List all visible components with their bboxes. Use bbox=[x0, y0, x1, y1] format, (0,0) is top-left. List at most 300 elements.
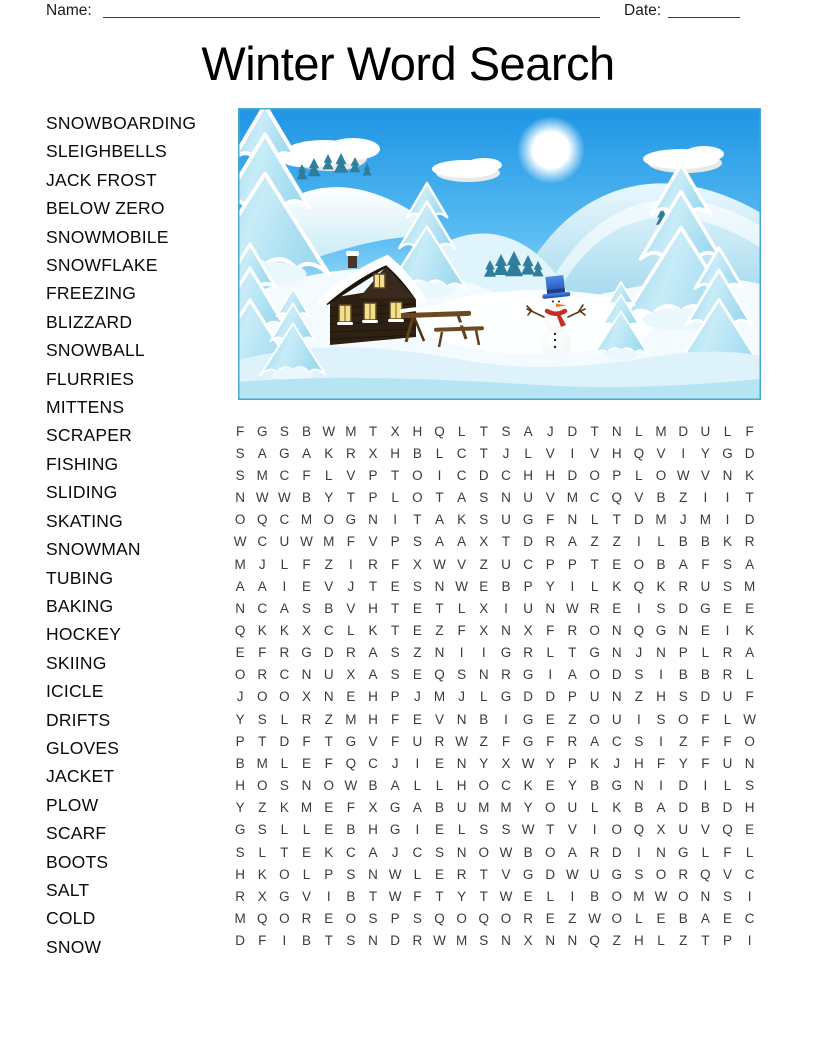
grid-letter: N bbox=[456, 711, 467, 727]
grid-letter: Z bbox=[568, 711, 577, 727]
grid-letter: D bbox=[678, 800, 689, 816]
grid-letter: C bbox=[744, 911, 755, 927]
grid-letter: C bbox=[257, 600, 268, 616]
grid-letter: V bbox=[346, 467, 356, 483]
grid-letter: R bbox=[257, 667, 268, 683]
grid-letter: R bbox=[434, 733, 445, 749]
grid-letter: I bbox=[659, 778, 663, 794]
grid-letter: O bbox=[677, 888, 689, 904]
grid-letter: L bbox=[413, 778, 422, 794]
grid-letter: E bbox=[324, 911, 334, 927]
grid-letter: B bbox=[302, 423, 312, 439]
grid-letter: F bbox=[546, 622, 555, 638]
grid-letter: Q bbox=[434, 911, 445, 927]
grid-letter: G bbox=[256, 423, 268, 439]
grid-letter: Z bbox=[612, 933, 621, 949]
grid-letter: Q bbox=[633, 445, 645, 461]
grid-letter: A bbox=[279, 600, 289, 616]
grid-letter: T bbox=[324, 933, 333, 949]
grid-letter: O bbox=[256, 689, 268, 705]
grid-letter: M bbox=[345, 423, 357, 439]
grid-letter: V bbox=[434, 711, 444, 727]
grid-letter: C bbox=[611, 733, 622, 749]
grid-letter: H bbox=[235, 866, 245, 882]
grid-letter: N bbox=[722, 467, 733, 483]
grid-letter: O bbox=[323, 512, 334, 528]
grid-letter: O bbox=[744, 733, 755, 749]
grid-letter: S bbox=[390, 645, 400, 661]
grid-letter: X bbox=[346, 667, 356, 683]
grid-letter: R bbox=[412, 933, 423, 949]
grid-letter: K bbox=[368, 622, 378, 638]
grid-letter: X bbox=[479, 534, 489, 550]
grid-letter: V bbox=[723, 866, 733, 882]
word-list-item: SLIDING bbox=[46, 482, 118, 503]
grid-letter: W bbox=[322, 423, 336, 439]
grid-letter: I bbox=[747, 933, 752, 949]
grid-letter: Y bbox=[235, 800, 245, 816]
word-list-item: MITTENS bbox=[46, 397, 125, 418]
grid-letter: N bbox=[456, 844, 467, 860]
grid-letter: O bbox=[589, 467, 600, 483]
grid-letter: N bbox=[434, 578, 445, 594]
grid-letter: G bbox=[522, 512, 534, 528]
grid-letter: I bbox=[459, 645, 464, 661]
grid-letter: W bbox=[433, 556, 446, 572]
grid-letter: V bbox=[634, 490, 644, 506]
grid-letter: L bbox=[258, 844, 266, 860]
grid-letter: N bbox=[611, 622, 622, 638]
grid-letter: Z bbox=[679, 933, 688, 949]
grid-letter: L bbox=[590, 800, 599, 816]
grid-letter: T bbox=[324, 733, 333, 749]
date-input-line[interactable] bbox=[668, 17, 740, 18]
grid-letter: N bbox=[611, 423, 622, 439]
grid-letter: O bbox=[279, 866, 290, 882]
grid-letter: I bbox=[504, 600, 508, 616]
grid-letter: O bbox=[655, 467, 667, 483]
grid-letter: L bbox=[657, 534, 665, 550]
grid-letter: S bbox=[346, 933, 356, 949]
grid-letter: B bbox=[479, 711, 489, 727]
grid-letter: V bbox=[700, 467, 710, 483]
grid-letter: J bbox=[546, 423, 554, 439]
grid-letter: I bbox=[415, 755, 420, 771]
grid-letter: K bbox=[590, 755, 600, 771]
word-list-item: TUBING bbox=[46, 567, 114, 588]
grid-letter: N bbox=[301, 667, 312, 683]
grid-letter: Y bbox=[324, 490, 334, 506]
grid-letter: L bbox=[590, 578, 599, 594]
grid-letter: N bbox=[368, 512, 378, 528]
grid-letter: M bbox=[256, 467, 268, 483]
grid-letter: T bbox=[368, 888, 378, 904]
grid-letter: I bbox=[659, 667, 663, 683]
grid-letter: K bbox=[324, 844, 334, 860]
grid-letter: T bbox=[435, 490, 444, 506]
grid-letter: Y bbox=[678, 755, 688, 771]
grid-letter: D bbox=[634, 512, 644, 528]
grid-letter: L bbox=[701, 645, 710, 661]
grid-letter: T bbox=[479, 866, 488, 882]
word-list-item: FREEZING bbox=[46, 283, 137, 304]
grid-letter: I bbox=[415, 822, 420, 838]
grid-letter: R bbox=[567, 622, 578, 638]
grid-letter: H bbox=[611, 445, 622, 461]
grid-letter: D bbox=[611, 667, 622, 683]
grid-letter: Z bbox=[258, 800, 267, 816]
grid-letter: H bbox=[368, 689, 378, 705]
grid-letter: L bbox=[435, 778, 444, 794]
grid-letter: T bbox=[435, 888, 444, 904]
grid-letter: E bbox=[434, 822, 444, 838]
grid-letter: A bbox=[235, 578, 245, 594]
winter-scene-illustration bbox=[238, 108, 761, 400]
grid-letter: H bbox=[634, 933, 644, 949]
grid-letter: S bbox=[412, 911, 422, 927]
grid-letter: W bbox=[278, 490, 291, 506]
grid-letter: D bbox=[545, 866, 556, 882]
grid-letter: P bbox=[390, 534, 400, 550]
grid-letter: I bbox=[725, 622, 730, 638]
grid-letter: C bbox=[501, 467, 511, 483]
grid-letter: I bbox=[637, 600, 641, 616]
grid-letter: U bbox=[323, 667, 334, 683]
grid-letter: D bbox=[279, 733, 290, 749]
grid-letter: L bbox=[302, 866, 311, 882]
grid-letter: A bbox=[302, 445, 312, 461]
grid-letter: E bbox=[434, 755, 444, 771]
grid-letter: N bbox=[368, 866, 378, 882]
grid-letter: K bbox=[324, 445, 334, 461]
grid-letter: G bbox=[611, 778, 622, 794]
grid-letter: S bbox=[434, 844, 444, 860]
word-list-item: BAKING bbox=[46, 595, 114, 616]
grid-letter: H bbox=[545, 467, 556, 483]
grid-letter: T bbox=[745, 490, 754, 506]
grid-letter: S bbox=[479, 822, 489, 838]
grid-letter: G bbox=[677, 844, 689, 860]
grid-letter: L bbox=[723, 778, 732, 794]
grid-letter: G bbox=[345, 512, 357, 528]
grid-letter: P bbox=[567, 689, 577, 705]
grid-letter: A bbox=[257, 578, 267, 594]
grid-letter: O bbox=[655, 866, 667, 882]
grid-letter: S bbox=[723, 578, 733, 594]
grid-letter: O bbox=[323, 778, 334, 794]
grid-letter: C bbox=[368, 755, 378, 771]
grid-letter: F bbox=[391, 711, 400, 727]
grid-letter: O bbox=[412, 490, 423, 506]
grid-letter: D bbox=[722, 800, 733, 816]
grid-letter: E bbox=[545, 911, 555, 927]
grid-letter: T bbox=[701, 933, 710, 949]
grid-letter: M bbox=[300, 512, 313, 528]
grid-letter: I bbox=[747, 888, 752, 904]
grid-letter: S bbox=[257, 711, 267, 727]
grid-letter: O bbox=[279, 689, 290, 705]
grid-letter: N bbox=[434, 645, 445, 661]
grid-letter: A bbox=[457, 534, 467, 550]
grid-letter: F bbox=[546, 733, 555, 749]
grid-letter: F bbox=[457, 622, 466, 638]
grid-letter: U bbox=[412, 733, 423, 749]
grid-letter: G bbox=[522, 866, 534, 882]
grid-letter: Y bbox=[235, 711, 245, 727]
grid-letter: I bbox=[703, 490, 708, 506]
grid-letter: M bbox=[566, 490, 579, 506]
grid-letter: I bbox=[570, 578, 575, 594]
grid-letter: E bbox=[523, 888, 533, 904]
grid-letter: L bbox=[723, 711, 732, 727]
word-list-item: HOCKEY bbox=[46, 624, 122, 645]
grid-letter: T bbox=[391, 600, 400, 616]
grid-letter: C bbox=[523, 556, 533, 572]
grid-letter: T bbox=[413, 512, 422, 528]
moon-icon bbox=[517, 116, 585, 184]
grid-letter: W bbox=[255, 490, 269, 506]
grid-letter: L bbox=[280, 755, 289, 771]
page-title: Winter Word Search bbox=[201, 37, 615, 90]
grid-letter: S bbox=[279, 778, 289, 794]
grid-letter: Q bbox=[434, 667, 445, 683]
grid-letter: C bbox=[412, 844, 423, 860]
grid-letter: N bbox=[501, 933, 511, 949]
grid-letter: K bbox=[523, 778, 533, 794]
grid-letter: P bbox=[678, 645, 688, 661]
grid-letter: Z bbox=[679, 733, 688, 749]
grid-letter: R bbox=[456, 866, 467, 882]
grid-letter: L bbox=[280, 711, 289, 727]
grid-letter: G bbox=[589, 645, 600, 661]
grid-letter: Y bbox=[545, 755, 555, 771]
grid-letter: T bbox=[435, 600, 444, 616]
grid-letter: H bbox=[412, 423, 423, 439]
word-list-item: COLD bbox=[46, 908, 96, 929]
grid-letter: L bbox=[524, 445, 532, 461]
grid-letter: F bbox=[258, 645, 267, 661]
grid-letter: N bbox=[744, 755, 755, 771]
grid-letter: L bbox=[391, 490, 399, 506]
grid-letter: M bbox=[456, 933, 468, 949]
grid-letter: G bbox=[279, 445, 290, 461]
grid-letter: B bbox=[346, 822, 356, 838]
grid-letter: P bbox=[723, 933, 733, 949]
grid-letter: A bbox=[523, 423, 533, 439]
grid-letter: D bbox=[523, 689, 533, 705]
grid-letter: C bbox=[589, 490, 600, 506]
grid-letter: N bbox=[634, 778, 644, 794]
grid-letter: Z bbox=[612, 534, 621, 550]
grid-letter: H bbox=[523, 467, 533, 483]
grid-letter: R bbox=[589, 600, 600, 616]
grid-letter: E bbox=[723, 911, 733, 927]
grid-letter: M bbox=[500, 800, 512, 816]
grid-letter: J bbox=[391, 844, 399, 860]
grid-letter: E bbox=[700, 622, 710, 638]
grid-letter: D bbox=[390, 933, 401, 949]
grid-letter: I bbox=[570, 888, 575, 904]
grid-letter: O bbox=[279, 911, 290, 927]
word-list-item: ICICLE bbox=[46, 681, 104, 702]
word-list-item: SNOWMOBILE bbox=[46, 226, 169, 247]
grid-letter: D bbox=[678, 600, 689, 616]
grid-letter: S bbox=[479, 512, 489, 528]
grid-letter: S bbox=[390, 667, 400, 683]
grid-letter: L bbox=[590, 512, 599, 528]
grid-letter: P bbox=[567, 556, 577, 572]
grid-letter: N bbox=[501, 490, 511, 506]
grid-letter: A bbox=[678, 556, 688, 572]
grid-letter: S bbox=[302, 600, 312, 616]
grid-letter: W bbox=[344, 778, 358, 794]
grid-letter: U bbox=[700, 423, 711, 439]
grid-letter: P bbox=[612, 467, 622, 483]
grid-letter: D bbox=[567, 467, 578, 483]
grid-letter: T bbox=[368, 423, 378, 439]
grid-letter: M bbox=[744, 578, 756, 594]
grid-letter: M bbox=[256, 755, 268, 771]
grid-letter: R bbox=[235, 888, 245, 904]
grid-letter: W bbox=[388, 888, 402, 904]
grid-letter: U bbox=[611, 711, 622, 727]
grid-letter: F bbox=[745, 423, 754, 439]
grid-letter: Y bbox=[457, 888, 467, 904]
grid-letter: J bbox=[236, 689, 244, 705]
grid-letter: D bbox=[235, 933, 245, 949]
grid-letter: N bbox=[545, 933, 556, 949]
letter-grid bbox=[229, 420, 761, 952]
grid-letter: S bbox=[235, 844, 245, 860]
grid-letter: H bbox=[744, 800, 755, 816]
grid-letter: N bbox=[545, 600, 556, 616]
grid-letter: Y bbox=[567, 778, 577, 794]
grid-letter: E bbox=[656, 911, 666, 927]
grid-letter: N bbox=[301, 778, 312, 794]
grid-letter: F bbox=[546, 512, 555, 528]
grid-letter: Z bbox=[324, 556, 333, 572]
grid-letter: M bbox=[234, 556, 246, 572]
grid-letter: B bbox=[368, 778, 378, 794]
grid-letter: V bbox=[368, 534, 378, 550]
grid-letter: S bbox=[412, 578, 422, 594]
grid-letter: W bbox=[566, 866, 579, 882]
grid-letter: A bbox=[567, 844, 577, 860]
grid-letter: E bbox=[235, 645, 245, 661]
word-list-item: SKIING bbox=[46, 652, 107, 673]
name-label: Name: bbox=[46, 2, 92, 19]
grid-letter: V bbox=[501, 866, 511, 882]
grid-letter: J bbox=[391, 755, 399, 771]
grid-letter: F bbox=[701, 733, 710, 749]
grid-letter: Q bbox=[234, 622, 246, 638]
grid-letter: L bbox=[480, 689, 488, 705]
grid-letter: O bbox=[478, 778, 490, 794]
grid-letter: W bbox=[300, 534, 313, 550]
grid-letter: C bbox=[345, 844, 356, 860]
grid-letter: B bbox=[235, 755, 245, 771]
grid-letter: Y bbox=[479, 755, 489, 771]
grid-letter: A bbox=[368, 844, 378, 860]
grid-letter: G bbox=[722, 445, 733, 461]
grid-letter: R bbox=[722, 667, 733, 683]
grid-letter: U bbox=[501, 512, 511, 528]
grid-letter: X bbox=[479, 600, 489, 616]
grid-letter: R bbox=[722, 645, 733, 661]
grid-letter: L bbox=[457, 600, 466, 616]
word-list-item: JACK FROST bbox=[46, 169, 157, 190]
grid-letter: E bbox=[412, 711, 422, 727]
grid-letter: V bbox=[346, 600, 356, 616]
grid-letter: S bbox=[723, 888, 733, 904]
grid-letter: Q bbox=[611, 490, 622, 506]
grid-letter: E bbox=[723, 600, 733, 616]
grid-letter: L bbox=[302, 822, 311, 838]
grid-letter: G bbox=[522, 667, 534, 683]
grid-letter: N bbox=[700, 888, 711, 904]
grid-letter: W bbox=[433, 933, 446, 949]
grid-letter: K bbox=[279, 800, 289, 816]
grid-letter: I bbox=[637, 711, 641, 727]
grid-letter: G bbox=[611, 866, 622, 882]
grid-letter: X bbox=[523, 622, 533, 638]
grid-letter: S bbox=[501, 822, 511, 838]
grid-letter: O bbox=[345, 911, 357, 927]
grid-letter: K bbox=[656, 578, 666, 594]
word-list-item: PLOW bbox=[46, 794, 99, 815]
grid-letter: Y bbox=[523, 800, 533, 816]
grid-letter: N bbox=[567, 512, 578, 528]
grid-letter: S bbox=[346, 866, 356, 882]
grid-letter: U bbox=[678, 822, 689, 838]
grid-letter: D bbox=[678, 778, 689, 794]
grid-letter: F bbox=[656, 755, 666, 771]
grid-letter: L bbox=[347, 622, 355, 638]
word-list-item: SNOWFLAKE bbox=[46, 255, 158, 276]
grid-letter: L bbox=[701, 844, 710, 860]
grid-letter: U bbox=[456, 800, 467, 816]
grid-letter: O bbox=[611, 888, 622, 904]
grid-letter: X bbox=[302, 689, 312, 705]
grid-letter: Q bbox=[589, 933, 600, 949]
grid-letter: M bbox=[300, 800, 313, 816]
grid-letter: U bbox=[589, 866, 600, 882]
grid-letter: Z bbox=[590, 534, 599, 550]
grid-letter: A bbox=[434, 534, 444, 550]
grid-letter: T bbox=[280, 844, 289, 860]
grid-letter: G bbox=[234, 822, 246, 838]
grid-letter: L bbox=[280, 822, 289, 838]
word-list-item: SNOWBOARDING bbox=[46, 113, 197, 133]
grid-letter: C bbox=[744, 866, 755, 882]
grid-letter: V bbox=[324, 578, 334, 594]
grid-letter: U bbox=[722, 689, 733, 705]
grid-letter: O bbox=[633, 556, 645, 572]
grid-letter: L bbox=[413, 866, 422, 882]
name-input-line[interactable] bbox=[103, 17, 600, 18]
grid-letter: F bbox=[346, 534, 355, 550]
grid-letter: B bbox=[412, 445, 422, 461]
grid-letter: O bbox=[611, 911, 622, 927]
grid-letter: S bbox=[634, 667, 644, 683]
grid-letter: D bbox=[678, 423, 689, 439]
grid-letter: W bbox=[521, 822, 535, 838]
grid-letter: E bbox=[545, 711, 555, 727]
grid-letter: G bbox=[522, 733, 534, 749]
grid-letter: Z bbox=[324, 711, 333, 727]
grid-letter: S bbox=[723, 556, 733, 572]
grid-letter: D bbox=[744, 512, 755, 528]
